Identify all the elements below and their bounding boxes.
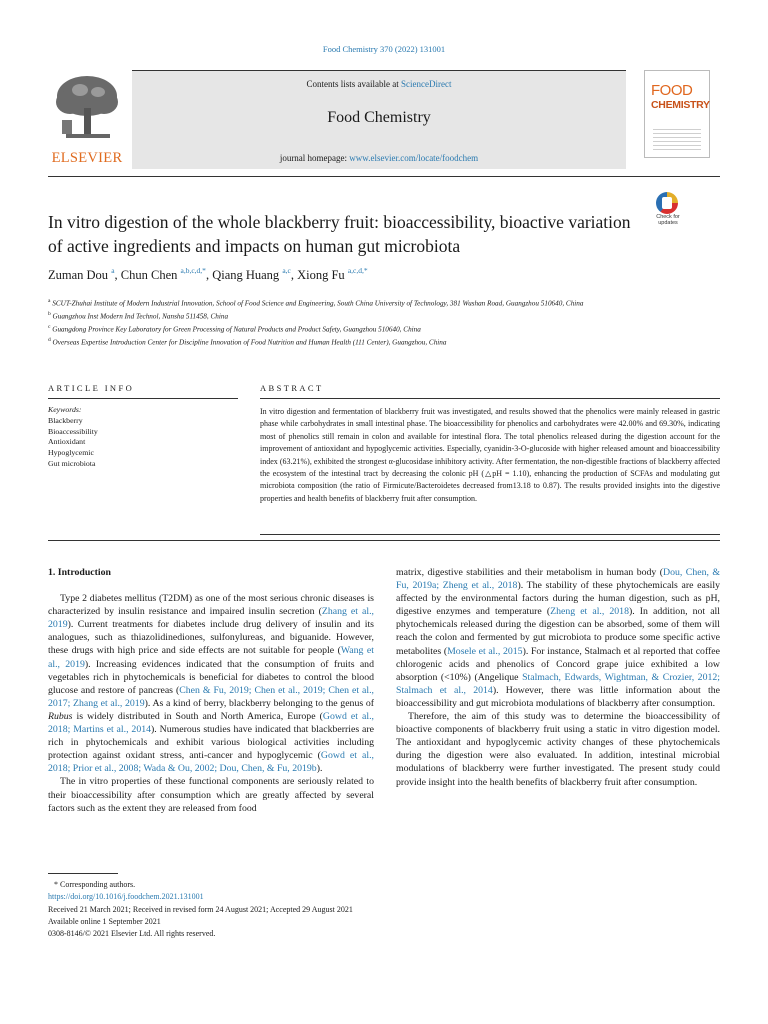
keyword-item: Antioxidant [48, 437, 86, 447]
citation-link[interactable]: Gowd et al., 2018; Martins et al., 2014 [48, 710, 374, 736]
author-name: Zuman Dou [48, 268, 109, 282]
abstract-text: In vitro digestion and fermentation of blackberry fruit was investigated, and results showed that the phenolics were mainly released in gastric phase while carbohydrates in small intestinal phase. The bioaccessibility for phenolics and carbohydrates were 42.00% and 69.30%, indicating most of phenolics still remain in colon and available for intestinal flora. The total phenolics released during the digestion account for the improvement of antioxidant and hypoglycemic activities. Especially, cyanidin-3-O-glucoside with higher released amount and bioaccessibility index (63.21%), exhibited the strongest α-glucosidase inhibitory activity. After fermentation, the non-digestible fractions of blackberry affected the ecosystem of the intestinal tract by decreasing the colonic pH (△pH = 1.10), enhancing the production of SCFAs and modulating gut microbiota composition (the ratio of Firmicute/Bacteroidetes decreased from13.18 to 0.87). The results provided insights into the digestive properties and health benefits of blackberry fruit after consumption. [260, 407, 720, 503]
check-for-updates-button[interactable] [648, 192, 688, 232]
article-info-divider [48, 398, 238, 399]
abstract-divider [260, 398, 720, 399]
header-divider [48, 176, 720, 177]
affiliation-item [48, 335, 648, 348]
citation-link[interactable]: Chen & Fu, 2019; Chen et al., 2019; Chen et al., 2017; Zhang et al., 2019 [48, 684, 374, 709]
homepage-line [132, 153, 626, 163]
citation-link[interactable]: Stalmach, Edwards, Wightman, & Crozier, 2012; Stalmach et al., 2014 [396, 671, 720, 696]
section-heading-introduction: 1. Introduction [48, 567, 111, 578]
body-text: The in vitro properties of these functional components are seriously related to their bioaccessibility after consumption which are greatly affected by several factors such as the extent they are released from food [48, 776, 374, 814]
elsevier-logo[interactable] [48, 72, 126, 166]
body-text: ). For instance, Stalmach et al reported that coffee chlorogenic acids and phenolics of Concord grape juice exhibited a low absorption (<10%) (Angelique [396, 645, 720, 683]
copyright: 0308-8146/© 2021 Elsevier Ltd. All rights reserved. [48, 929, 216, 939]
body-text: ). As a kind of berry, blackberry belonging to the genus of [144, 697, 374, 709]
masthead [48, 70, 720, 170]
body-text: ). Numerous studies have indicated that blackberries are rich in phytochemicals and exhibit various biological activities including protection against oxidant stress, anti-cancer and hypoglycemic ( [48, 724, 374, 762]
keyword-item: Bioaccessibility [48, 426, 98, 436]
journal-homepage-link[interactable]: www.elsevier.com/locate/foodchem [349, 153, 479, 163]
body-paragraph [396, 710, 720, 789]
affiliation-item [48, 296, 648, 309]
keywords-list [48, 416, 238, 470]
citation-link[interactable]: Zhang et al., 2019 [48, 606, 374, 631]
author-name: Xiong Fu [297, 268, 345, 282]
affiliation-text: Overseas Expertise Introduction Center for Discipline Innovation of Food Nutrition and Human Health (111 Center), Guangzhou, China [52, 338, 447, 347]
affiliation-text: Guangzhou Inst Modern Ind Technol, Nansha 511458, China [52, 312, 229, 321]
homepage-prefix: journal homepage: [279, 153, 350, 163]
body-paragraph [48, 775, 374, 814]
body-text: ). Increasing evidences indicated that the consumption of fruits and vegetables rich in phytochemicals is beneficial for diabetes to control the blood glucose and restore of pancreas ( [48, 658, 374, 696]
body-divider [48, 540, 720, 541]
affiliation-item [48, 309, 648, 322]
citation-link[interactable]: Mosele et al., 2015 [447, 645, 523, 657]
keywords-label: Keywords: [48, 405, 82, 414]
body-text: Therefore, the aim of this study was to determine the bioaccessibility of bioactive components of blackberry fruit using a static in vitro digestion model. The antioxidant and hypoglycemic activity changes of these phytochemicals during the digestion were also evaluated. In addition, intestinal microbial modulations of blackberry were further investigated. The present study could provide insight into the health benefits of blackberry fruit after consumption. [396, 711, 720, 788]
affiliation-mark: a [48, 298, 51, 304]
body-text: matrix, digestive stabilities and their metabolism in human body ( [396, 567, 664, 578]
body-text: ). Current treatments for diabetes include drug delivery of insulin and its analogues, such as thiazolidinediones, sulfonylureas, and biguanide. However, these drugs with high price and side effects are not suitable for people ( [48, 619, 374, 657]
citation-link[interactable]: Dou, Chen, & Fu, 2019a; Zheng et al., 2018 [396, 567, 720, 592]
body-column-right [396, 566, 720, 789]
corresponding-author-note: * Corresponding authors. [54, 880, 136, 889]
citation-link[interactable]: Wang et al., 2019 [48, 645, 374, 670]
body-text: ). In addition, not all phytochemicals released during the digestion can be absorbed, some of them will reach the colon and fermented by gut microbiota to produce some specific active metabolites ( [396, 606, 720, 657]
affiliation-text: Guangdong Province Key Laboratory for Green Processing of Natural Products and Product Safety, Guangzhou 510640, China [52, 325, 421, 334]
footnotes [48, 879, 448, 940]
doi-link[interactable]: https://doi.org/10.1016/j.foodchem.2021.131001 [48, 892, 204, 902]
journal-citation-link[interactable]: Food Chemistry 370 (2022) 131001 [322, 44, 446, 54]
contents-prefix: Contents lists available at [306, 79, 401, 89]
keyword-item: Blackberry [48, 415, 83, 425]
affiliation-mark: b [48, 310, 51, 317]
body-text: ). [316, 763, 323, 775]
affiliation-list [48, 296, 648, 348]
elsevier-wordmark: ELSEVIER [51, 150, 123, 166]
italic-term: Rubus [48, 710, 73, 722]
received-dates: Received 21 March 2021; Received in revised form 24 August 2021; Accepted 29 August 2021 [48, 904, 353, 914]
article-info-heading: ARTICLE INFO [48, 383, 135, 393]
author-list: Zuman Dou $^a$, Chun Chen $^{a,b,c,d,*}$, Qiang Huang $^{a,c}$, Xiong Fu $^{a,c,d,*}$ [48, 266, 368, 282]
affiliation-mark: d [48, 336, 51, 343]
keyword-item: Hypoglycemic [48, 448, 94, 458]
abstract-heading: ABSTRACT [260, 383, 324, 393]
contents-line [132, 79, 626, 89]
footnote-divider [48, 873, 118, 874]
keyword-item: Gut microbiota [48, 458, 96, 468]
citation-link[interactable]: Zheng et al., 2018 [550, 606, 629, 618]
sciencedirect-link[interactable]: ScienceDirect [401, 79, 452, 89]
author-name: Qiang Huang [212, 268, 280, 282]
body-text: ). However, there was little information about the bioaccessibility and gut microbiota modulations of blackberry after consumption. [396, 684, 720, 709]
right-paragraphs [396, 566, 720, 789]
body-column-left [48, 566, 374, 815]
article-title: In vitro digestion of the whole blackberry fruit: bioaccessibility, bioactive variation of active ingredients and impacts on human gut microbiota [48, 212, 631, 256]
author-affiliation-marks[interactable]: a,c [282, 266, 291, 275]
crossmark-icon [656, 192, 678, 214]
available-online: Available online 1 September 2021 [48, 916, 161, 926]
author-affiliation-marks[interactable]: a [111, 266, 115, 275]
journal-cover-thumbnail[interactable] [644, 70, 710, 158]
cover-title-food: FOOD [651, 82, 693, 99]
check-updates-label: Check for updates [656, 214, 680, 226]
affiliation-text: SCUT-Zhuhai Institute of Modern Industrial Innovation, School of Food Science and Engineering, South China University of Technology, 381 Wushan Road, Guangzhou 510640, China [52, 299, 584, 308]
body-paragraph [396, 566, 720, 710]
body-text: Type 2 diabetes mellitus (T2DM) as one of the most serious chronic diseases is characterized by insulin resistance and impaired insulin secretion ( [48, 593, 374, 618]
abstract-bottom-divider [260, 534, 720, 535]
left-paragraphs [48, 592, 374, 815]
body-text: ). The stability of these phytochemicals are easily affected by the environmental factors during the human digestion, such as pH, digestive enzymes and temperature ( [396, 580, 720, 618]
citation-link[interactable]: Gowd et al., 2018; Prior et al., 2008; Wada & Ou, 2002; Dou, Chen, & Fu, 2019b [48, 750, 374, 775]
body-paragraph [48, 592, 374, 775]
author-name: Chun Chen [120, 268, 178, 282]
masthead-banner [132, 70, 626, 169]
body-text: is widely distributed in South and North America, Europe ( [72, 710, 323, 722]
author-affiliation-marks[interactable]: a,b,c,d,* [180, 266, 206, 275]
elsevier-tree-icon [52, 72, 122, 144]
author-affiliation-marks[interactable]: a,c,d,* [347, 266, 368, 275]
journal-title: Food Chemistry [327, 109, 431, 126]
cover-title-chemistry: CHEMISTRY [651, 99, 710, 111]
affiliation-item [48, 322, 648, 335]
affiliation-mark: c [48, 323, 51, 330]
keywords-block [48, 405, 238, 470]
cover-text-lines [653, 129, 701, 153]
